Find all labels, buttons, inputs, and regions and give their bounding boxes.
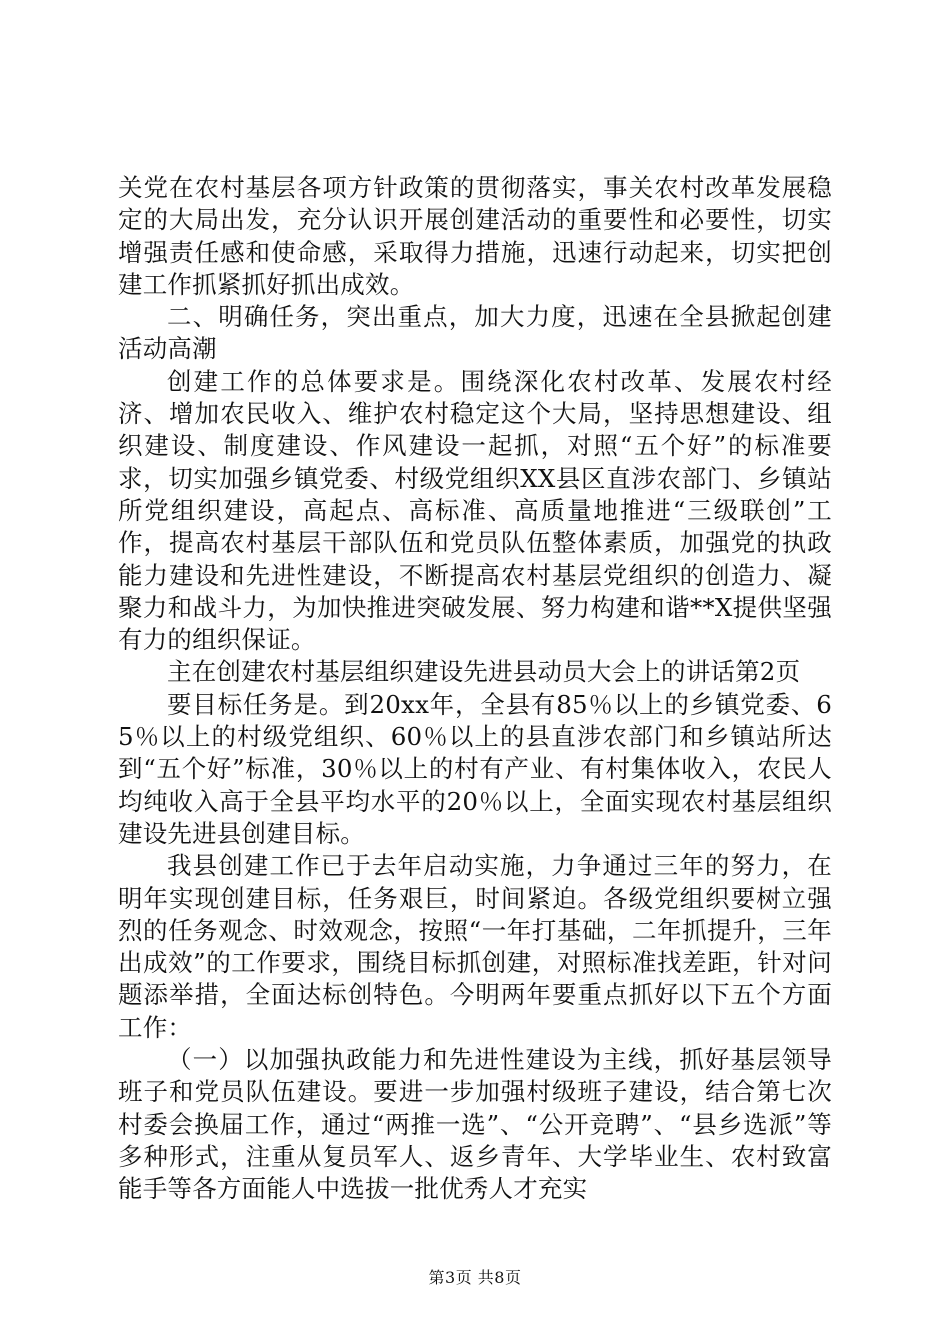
paragraph-continuation: 关党在农村基层各项方针政策的贯彻落实，事关农村改革发展稳定的大局出发，充分认识开展创建活动的重要性和必要性，切实增强责任感和使命感，采取得力措施，迅速行动起来，切实把创建工作抓紧抓好抓出成效。: [118, 173, 832, 299]
page-footer: 第3页 共8页: [428, 1268, 522, 1287]
section-heading: 二、明确任务，突出重点，加大力度，迅速在全县掀起创建活动高潮: [118, 302, 832, 364]
paragraph-page-title: 主在创建农村基层组织建设先进县动员大会上的讲话第2页: [167, 657, 801, 687]
paragraph-overall-requirements: 创建工作的总体要求是。围绕深化农村改革、发展农村经济、增加农民收入、维护农村稳定这个大局，坚持思想建设、组织建设、制度建设、作风建设一起抓，对照“五个好”的标准要求，切实加强乡镇党委、村级党组织XX县区直涉农部门、乡镇站所党组织建设，高起点、高标准、高质量地推进“三级联创”工作，提高农村基层干部队伍和党员队伍整体素质，加强党的执政能力建设和先进性建设，不断提高农村基层党组织的创造力、凝聚力和战斗力，为加快推进突破发展、努力构建和谐**X提供坚强有力的组织保证。: [118, 366, 832, 655]
paragraph-work-plan: 我县创建工作已于去年启动实施，力争通过三年的努力，在明年实现创建目标，任务艰巨，时间紧迫。各级党组织要树立强烈的任务观念、时效观念，按照“一年打基础，二年抓提升，三年出成效”的工作要求，围绕目标抓创建，对照标准找差距，针对问题添举措，全面达标创特色。今明两年要重点抓好以下五个方面工作：: [118, 851, 832, 1042]
paragraph-item-one: （一）以加强执政能力和先进性建设为主线，抓好基层领导班子和党员队伍建设。要进一步加强村级班子建设，结合第七次村委会换届工作，通过“两推一选”、“公开竞聘”、“县乡选派”等多种形式，注重从复员军人、返乡青年、大学毕业生、农村致富能手等各方面能人中选拔一批优秀人才充实: [118, 1045, 832, 1204]
paragraph-targets: 要目标任务是。到20xx年，全县有85％以上的乡镇党委、65％以上的村级党组织、60％以上的县直涉农部门和乡镇站所达到“五个好”标准，30％以上的村有产业、有村集体收入，农民人均纯收入高于全县平均水平的20％以上，全面实现农村基层组织建设先进县创建目标。: [118, 689, 832, 848]
document-body: [118, 172, 832, 1206]
